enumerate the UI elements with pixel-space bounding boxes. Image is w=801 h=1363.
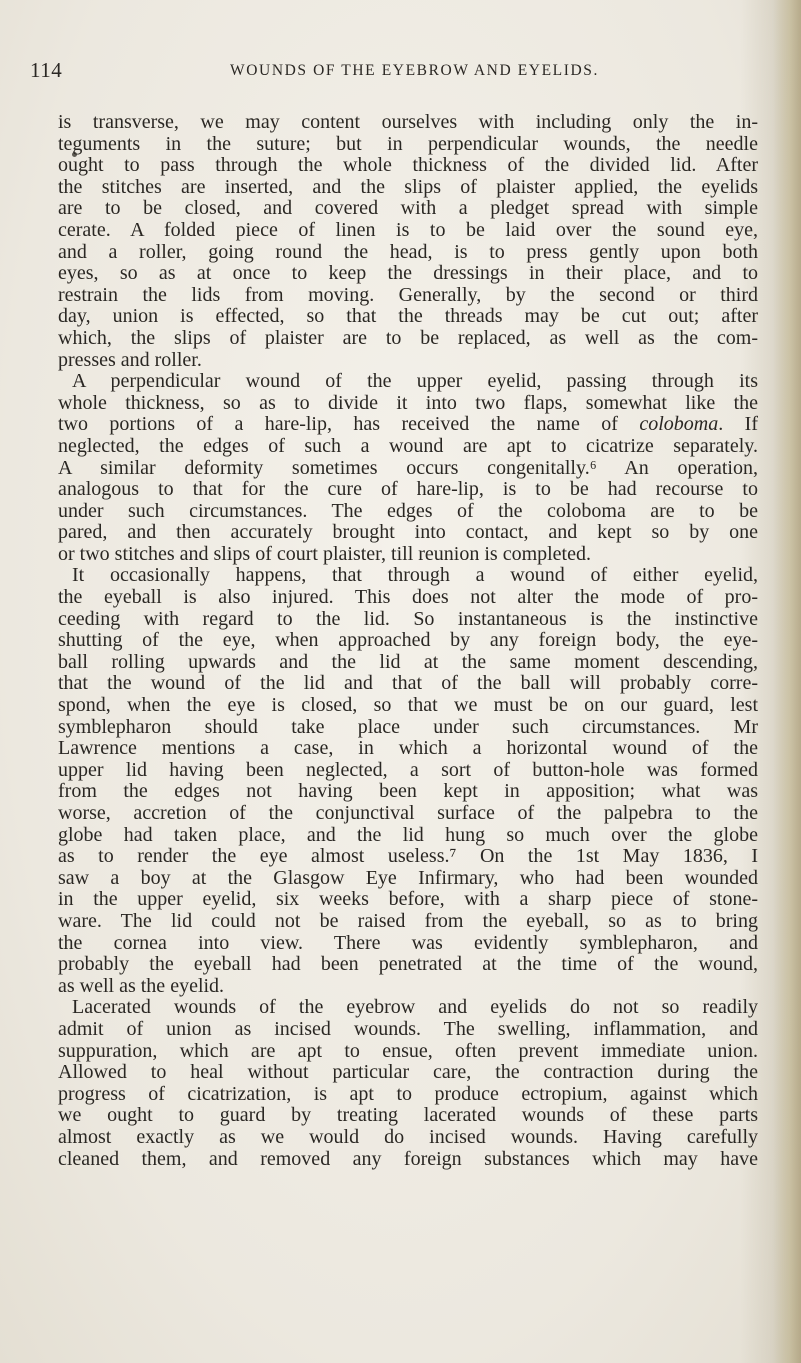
text-line: A perpendicular wound of the upper eyelid, passing through its (72, 371, 758, 393)
page-number: 114 (30, 58, 63, 82)
text-line: probably the eyeball had been penetrated at the time of the wound, (58, 954, 758, 976)
text-line: we ought to guard by treating lacerated wounds of these parts (58, 1105, 758, 1127)
text-line: from the edges not having been kept in apposition; what was (58, 781, 758, 803)
text-line: ball rolling upwards and the lid at the same moment descending, (58, 651, 758, 673)
text-line: neglected, the edges of such a wound are apt to cicatrize separately. (58, 435, 758, 457)
text-line: teguments in the suture; but in perpendicular wounds, the needle (58, 133, 758, 155)
running-head (0, 58, 801, 88)
text-line: pared, and then accurately brought into contact, and kept so by one (58, 522, 758, 544)
text-line: globe had taken place, and the lid hung so much over the globe (58, 824, 758, 846)
text-line: whole thickness, so as to divide it into two flaps, somewhat like the (58, 392, 758, 414)
text-line: the eyeball is also injured. This does not alter the mode of pro- (58, 587, 758, 609)
text-line: as to render the eye almost useless.⁷ On the 1st May 1836, I (58, 846, 758, 868)
text-line: which, the slips of plaister are to be replaced, as well as the com- (58, 327, 758, 349)
text-line: analogous to that for the cure of hare-lip, is to be had recourse to (58, 479, 758, 501)
text-line: Allowed to heal without particular care, the contraction during the (58, 1062, 758, 1084)
text-line: the cornea into view. There was evidently symblepharon, and (58, 932, 758, 954)
page-edge-shadow (773, 0, 801, 1363)
text-line: that the wound of the lid and that of the ball will probably corre- (58, 673, 758, 695)
text-line: almost exactly as we would do incised wounds. Having carefully (58, 1126, 758, 1148)
text-line: progress of cicatrization, is apt to produce ectropium, against which (58, 1083, 758, 1105)
text-line: admit of union as incised wounds. The swelling, inflammation, and (58, 1018, 758, 1040)
text-line: symblepharon should take place under such circumstances. Mr (58, 716, 758, 738)
text-line: are to be closed, and covered with a pledget spread with simple (58, 198, 758, 220)
italic-term: coloboma (639, 414, 719, 436)
text-line: worse, accretion of the conjunctival surface of the palpebra to the (58, 803, 758, 824)
text-line: upper lid having been neglected, a sort of button-hole was formed (58, 759, 758, 781)
text-line: and a roller, going round the head, is to press gently upon both (58, 241, 758, 263)
text-line: suppuration, which are apt to ensue, often prevent immediate union. (58, 1040, 758, 1062)
text-line: spond, when the eye is closed, so that we must be on our guard, lest (58, 695, 758, 717)
body-text (58, 112, 758, 1170)
text-line: Lawrence mentions a case, in which a horizontal wound of the (58, 738, 758, 760)
text-line: the stitches are inserted, and the slips of plaister applied, the eyelids (58, 176, 758, 198)
text-line: eyes, so as at once to keep the dressings in their place, and to (58, 263, 758, 285)
text-line: day, union is effected, so that the threads may be cut out; after (58, 306, 758, 328)
text-line: ought to pass through the whole thickness of the divided lid. After (58, 155, 758, 177)
text-line: as well as the eyelid. (58, 975, 225, 997)
text-line: cerate. A folded piece of linen is to be laid over the sound eye, (58, 219, 758, 241)
running-title: WOUNDS OF THE EYEBROW AND EYELIDS. (230, 62, 599, 79)
text-line: in the upper eyelid, six weeks before, with a sharp piece of stone- (58, 889, 758, 911)
text-line: or two stitches and slips of court plaister, till reunion is completed. (58, 543, 591, 565)
text-line: A similar deformity sometimes occurs congenitally.⁶ An operation, (58, 457, 758, 479)
text-line: Lacerated wounds of the eyebrow and eyelids do not so readily (72, 997, 758, 1019)
text-line: restrain the lids from moving. Generally, by the second or third (58, 284, 758, 306)
text-line: It occasionally happens, that through a wound of either eyelid, (72, 565, 758, 587)
text-line: ceeding with regard to the lid. So instantaneous is the instinctive (58, 608, 758, 630)
text-line: cleaned them, and removed any foreign substances which may have (58, 1148, 758, 1170)
text-line: is transverse, we may content ourselves with including only the in- (58, 112, 758, 133)
text-line: saw a boy at the Glasgow Eye Infirmary, who had been wounded (58, 867, 758, 889)
text-line: two portions of a hare-lip, has received the name of coloboma. If (58, 414, 758, 436)
text-line: under such circumstances. The edges of the coloboma are to be (58, 500, 758, 522)
text-line: ware. The lid could not be raised from the eyeball, so as to bring (58, 910, 758, 932)
text-line: presses and roller. (58, 349, 202, 371)
text-line: shutting of the eye, when approached by any foreign body, the eye- (58, 630, 758, 652)
